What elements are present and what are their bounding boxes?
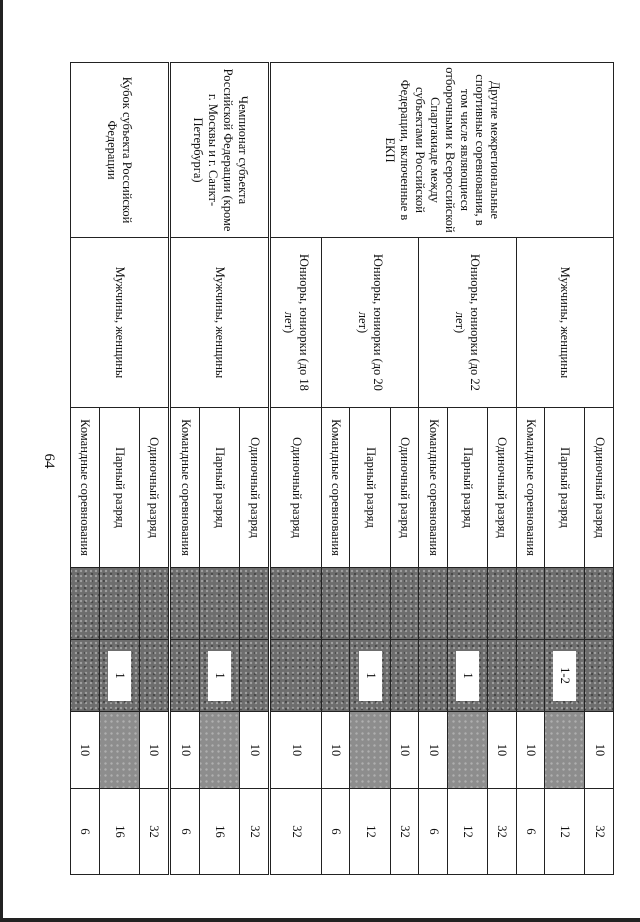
discipline-cell: Командные соревнования: [321, 408, 350, 568]
min-place-cell: [71, 640, 100, 712]
shaded-cell: [487, 568, 516, 640]
min-teams-cell: [545, 712, 585, 789]
min-place-cell: [170, 640, 200, 712]
max-participants-cell: 32: [270, 789, 322, 875]
qualification-table: [70, 62, 614, 875]
min-place-cell: [321, 640, 350, 712]
min-place-cell: [99, 640, 139, 712]
discipline-cell: Парный разряд: [200, 408, 240, 568]
gender-cell: Юниоры, юниорки (до 22 лет): [419, 238, 516, 408]
table-row: [240, 63, 270, 875]
max-participants-cell: 6: [419, 789, 448, 875]
shaded-cell: [321, 568, 350, 640]
min-teams-cell: 10: [240, 712, 270, 789]
gender-cell: Мужчины, женщины: [516, 238, 613, 408]
max-participants-cell: 16: [200, 789, 240, 875]
gender-cell: Мужчины, женщины: [71, 238, 170, 408]
max-participants-cell: 32: [585, 789, 614, 875]
max-participants-cell: 6: [321, 789, 350, 875]
discipline-cell: Одиночный разряд: [390, 408, 419, 568]
min-teams-cell: 10: [170, 712, 200, 789]
discipline-cell: Одиночный разряд: [487, 408, 516, 568]
min-place-cell: [487, 640, 516, 712]
max-participants-cell: 32: [240, 789, 270, 875]
min-teams-cell: [447, 712, 487, 789]
discipline-cell: Командные соревнования: [516, 408, 545, 568]
min-teams-cell: [200, 712, 240, 789]
discipline-cell: Парный разряд: [447, 408, 487, 568]
competition-cell: Кубок субъекта Российской Федерации: [71, 63, 170, 238]
max-participants-cell: 12: [447, 789, 487, 875]
max-participants-cell: 6: [516, 789, 545, 875]
min-place-cell: [139, 640, 169, 712]
min-place-cell: [240, 640, 270, 712]
min-place-value: 1: [456, 651, 479, 701]
discipline-cell: Одиночный разряд: [585, 408, 614, 568]
discipline-cell: Командные соревнования: [170, 408, 200, 568]
max-participants-cell: 16: [99, 789, 139, 875]
page-number: 64: [41, 453, 57, 469]
min-teams-cell: 10: [71, 712, 100, 789]
discipline-cell: Одиночный разряд: [270, 408, 322, 568]
shaded-cell: [419, 568, 448, 640]
gender-cell: Юниоры, юниорки (до 20 лет): [321, 238, 418, 408]
min-place-cell: [516, 640, 545, 712]
min-place-cell: [270, 640, 322, 712]
shaded-cell: [170, 568, 200, 640]
shaded-cell: [139, 568, 169, 640]
min-teams-cell: [350, 712, 390, 789]
competition-cell: Другие межрегиональные спортивные соревнования, в том числе являющиеся отборочными к Всероссийской Спартакиаде между субъектами Российской Федерации, включенные в ЕКП: [270, 63, 614, 238]
shaded-cell: [516, 568, 545, 640]
min-teams-cell: 10: [321, 712, 350, 789]
shaded-cell: [200, 568, 240, 640]
shaded-cell: [390, 568, 419, 640]
gender-cell: Мужчины, женщины: [170, 238, 270, 408]
discipline-cell: Парный разряд: [545, 408, 585, 568]
shaded-cell: [240, 568, 270, 640]
min-place-cell: [545, 640, 585, 712]
min-teams-cell: 10: [139, 712, 169, 789]
discipline-cell: Командные соревнования: [71, 408, 100, 568]
min-place-cell: [585, 640, 614, 712]
min-place-cell: [419, 640, 448, 712]
min-place-value: 1: [208, 651, 231, 701]
min-place-cell: [350, 640, 390, 712]
shaded-cell: [545, 568, 585, 640]
min-teams-cell: 10: [585, 712, 614, 789]
gender-cell: Юниоры, юниорки (до 18 лет): [270, 238, 322, 408]
shaded-cell: [99, 568, 139, 640]
shaded-cell: [350, 568, 390, 640]
min-place-value: 1-2: [553, 651, 576, 701]
min-place-cell: [390, 640, 419, 712]
discipline-cell: Одиночный разряд: [139, 408, 169, 568]
max-participants-cell: 32: [487, 789, 516, 875]
discipline-cell: Одиночный разряд: [240, 408, 270, 568]
min-teams-cell: 10: [390, 712, 419, 789]
competition-cell: Чемпионат субъекта Российской Федерации (кроме г. Москвы и г. Санкт-Петербурга): [170, 63, 270, 238]
max-participants-cell: 32: [139, 789, 169, 875]
shaded-cell: [270, 568, 322, 640]
min-place-value: 1: [108, 651, 131, 701]
shaded-cell: [71, 568, 100, 640]
max-participants-cell: 12: [545, 789, 585, 875]
min-teams-cell: 10: [419, 712, 448, 789]
max-participants-cell: 12: [350, 789, 390, 875]
min-place-cell: [447, 640, 487, 712]
table-row: [139, 63, 169, 875]
min-teams-cell: [99, 712, 139, 789]
min-teams-cell: 10: [487, 712, 516, 789]
min-teams-cell: 10: [270, 712, 322, 789]
max-participants-cell: 6: [71, 789, 100, 875]
discipline-cell: Парный разряд: [350, 408, 390, 568]
max-participants-cell: 6: [170, 789, 200, 875]
rotated-table-container: [70, 62, 614, 874]
discipline-cell: Командные соревнования: [419, 408, 448, 568]
min-teams-cell: 10: [516, 712, 545, 789]
discipline-cell: Парный разряд: [99, 408, 139, 568]
shaded-cell: [585, 568, 614, 640]
min-place-cell: [200, 640, 240, 712]
min-place-value: 1: [359, 651, 382, 701]
max-participants-cell: 32: [390, 789, 419, 875]
table-row: [585, 63, 614, 875]
shaded-cell: [447, 568, 487, 640]
